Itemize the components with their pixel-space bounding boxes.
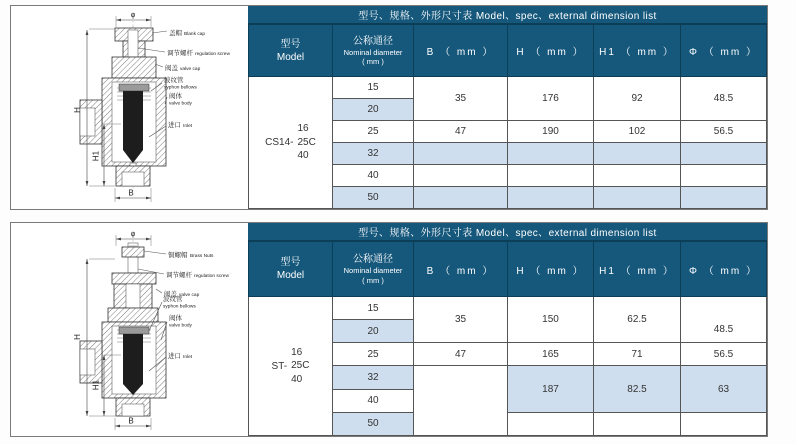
dn-cell: 15 [333, 77, 414, 99]
empty-cell [594, 412, 681, 435]
dn-cell: 50 [333, 412, 414, 435]
col-header-model: 型号 Model [249, 25, 333, 77]
h-cell: 165 [508, 343, 594, 366]
b-dim-label: B [128, 188, 134, 198]
panel-cs14 [10, 5, 768, 210]
col-header-dn: 公称通径 Nominal diameter ( mm ) [333, 25, 414, 77]
spindle-cap [119, 84, 149, 91]
empty-cell [414, 366, 508, 436]
model-size: 16 [291, 346, 303, 358]
phi-cell: 56.5 [681, 343, 767, 366]
table-title: 型号、规格、外形尺寸表 Model、spec、external dimension list [248, 6, 767, 24]
b-dimension [115, 417, 151, 431]
empty-cell [414, 187, 508, 209]
label-screw-en: regulation screw [195, 52, 230, 57]
b-cell: 47 [414, 343, 508, 366]
phi-cell: 56.5 [681, 121, 767, 143]
empty-cell [594, 143, 681, 165]
label-body-en: valve body [169, 323, 192, 329]
spindle-cap [119, 327, 149, 334]
model-size: 25C [297, 136, 316, 148]
valve-drawing-cs14 [11, 6, 247, 209]
model-prefix: CS14- [265, 137, 294, 148]
valve-cross-section [80, 28, 166, 186]
label-valve-cap-en: valve cap [179, 293, 200, 298]
label-brass-nuts-en: Brass Nuts [190, 254, 214, 259]
dimension-table-st [248, 241, 767, 436]
valve-diagram-cs14 [11, 6, 248, 209]
label-blank-cap-en: Blank cap [184, 32, 206, 37]
label-screw-zh: 调节螺杆 [167, 50, 193, 57]
label-body-zh: 阀体 [169, 315, 182, 322]
h1-dim-label: H1 [91, 150, 101, 162]
valve-core [123, 91, 143, 150]
dimension-table-cs14 [248, 24, 767, 209]
col-header-model: 型号 Model [249, 242, 333, 297]
b-cell: 35 [414, 297, 508, 343]
dn-cell: 25 [333, 343, 414, 366]
h-dim-label: H [73, 107, 82, 113]
col-header-b: B （ mm ） [414, 25, 508, 77]
empty-cell [508, 165, 594, 187]
model-size: 40 [291, 373, 303, 385]
b-dim-label: B [128, 416, 134, 426]
dn-cell: 20 [333, 320, 414, 343]
h1-cell: 82.5 [594, 366, 681, 412]
empty-cell [508, 412, 594, 435]
phi-cell: 48.5 [681, 77, 767, 121]
empty-cell [594, 187, 681, 209]
label-blank-cap-zh: 盖帽 [169, 30, 182, 37]
col-header-h1: H1 （ mm ） [594, 25, 681, 77]
h1-cell: 71 [594, 343, 681, 366]
model-size: 40 [297, 150, 309, 162]
phi-dim-label: φ [130, 231, 136, 238]
spec-section-cs14 [248, 6, 767, 209]
label-screw-zh: 调节螺杆 [166, 272, 192, 279]
empty-cell [681, 187, 767, 209]
valve-core [123, 334, 143, 384]
phi-dimension [116, 12, 151, 27]
h1-cell: 92 [594, 77, 681, 121]
table-title: 型号、规格、外形尺寸表 Model、spec、external dimension list [248, 223, 767, 241]
h1-dim-label: H1 [91, 379, 101, 391]
model-cell [249, 77, 333, 209]
panel-st [10, 222, 768, 437]
table-row [249, 297, 767, 320]
col-header-h: H （ mm ） [508, 242, 594, 297]
label-bellows-zh: 波纹管 [164, 77, 184, 84]
spec-section-st [248, 223, 767, 436]
h-cell: 187 [508, 366, 594, 412]
dn-cell: 32 [333, 143, 414, 165]
b-dimension [115, 188, 151, 202]
col-header-phi: Φ （ mm ） [681, 25, 767, 77]
label-inlet-en: Inlet [183, 355, 193, 360]
phi-cell: 48.5 [681, 297, 767, 343]
dn-cell: 15 [333, 297, 414, 320]
label-valve-cap-zh: 阀盖 [165, 65, 178, 72]
phi-cell: 63 [681, 366, 767, 412]
dn-cell: 40 [333, 165, 414, 187]
h1-cell: 102 [594, 121, 681, 143]
table-row [249, 77, 767, 99]
phi-dim-label: φ [130, 12, 136, 19]
empty-cell [594, 165, 681, 187]
empty-cell [414, 143, 508, 165]
label-inlet-zh: 进口 [168, 353, 181, 360]
h-cell: 150 [508, 297, 594, 343]
dn-cell: 50 [333, 187, 414, 209]
label-brass-nuts-zh: 铜螺帽 [168, 252, 188, 259]
label-body-zh: 阀体 [169, 93, 182, 100]
label-bellows-zh: 波纹管 [163, 296, 183, 303]
h-dim-label: H [73, 334, 82, 340]
model-size: 25C [291, 360, 310, 372]
empty-cell [508, 187, 594, 209]
empty-cell [681, 165, 767, 187]
label-bellows-en: syphon bellows [164, 85, 197, 91]
b-cell: 35 [414, 77, 508, 121]
col-header-dn: 公称通径 Nominal diameter ( mm ) [333, 242, 414, 297]
h-cell: 176 [508, 77, 594, 121]
label-screw-en: regulation screw [194, 274, 229, 279]
label-valve-cap-zh: 阀盖 [164, 291, 177, 298]
empty-cell [508, 143, 594, 165]
dn-cell: 32 [333, 366, 414, 389]
valve-diagram-st [11, 223, 248, 436]
dn-cell: 40 [333, 389, 414, 412]
label-bellows-en: syphon bellows [163, 304, 196, 310]
col-header-h: H （ mm ） [508, 25, 594, 77]
label-inlet-en: Inlet [183, 124, 193, 129]
empty-cell [414, 165, 508, 187]
col-header-phi: Φ （ mm ） [681, 242, 767, 297]
col-header-b: B （ mm ） [414, 242, 508, 297]
label-valve-cap-en: valve cap [180, 67, 201, 72]
empty-cell [681, 412, 767, 435]
col-header-h1: H1 （ mm ） [594, 242, 681, 297]
empty-cell [681, 143, 767, 165]
dn-cell: 25 [333, 121, 414, 143]
label-inlet-zh: 进口 [168, 122, 181, 129]
brass-nut [122, 247, 144, 257]
model-size: 16 [297, 123, 309, 135]
valve-drawing-st [11, 223, 247, 436]
h-cell: 190 [508, 121, 594, 143]
label-body-en: valve body [169, 101, 192, 107]
b-cell: 47 [414, 121, 508, 143]
model-prefix: ST- [271, 360, 288, 372]
model-cell [249, 297, 333, 436]
dn-cell: 20 [333, 99, 414, 121]
h1-cell: 62.5 [594, 297, 681, 343]
